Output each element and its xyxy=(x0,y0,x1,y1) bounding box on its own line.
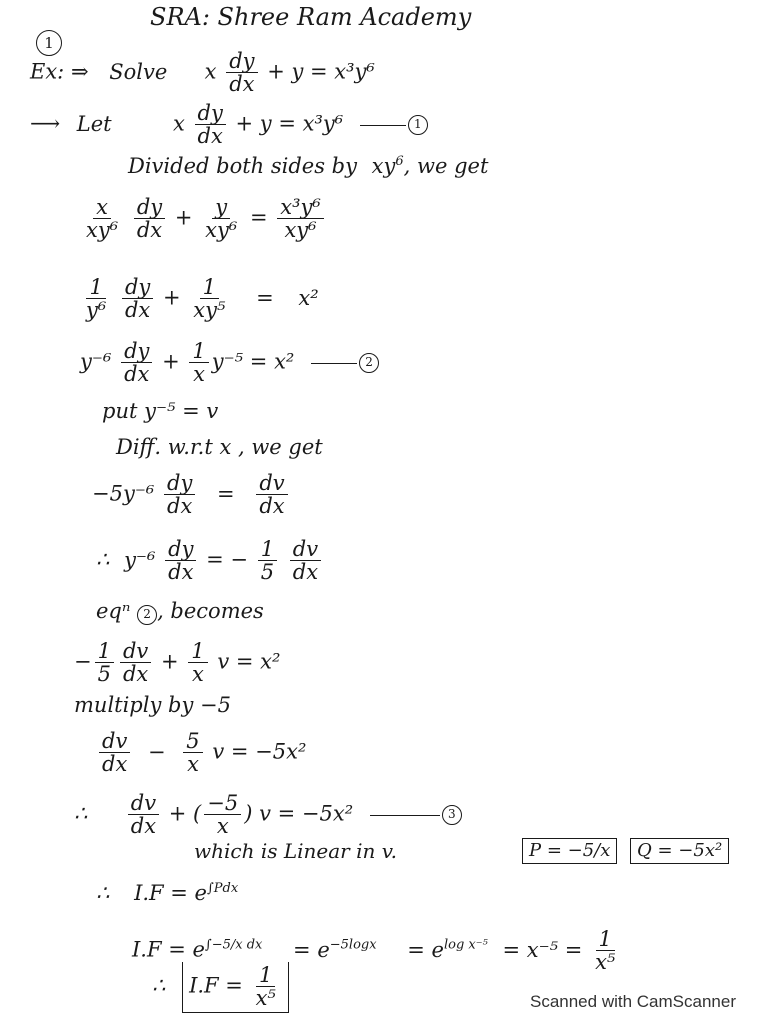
camscanner-watermark: Scanned with CamScanner xyxy=(529,992,736,1011)
page-title: SRA: Shree Ram Academy xyxy=(150,3,472,31)
divided-line: Divided both sides by $xy^6$, we get xyxy=(128,154,489,178)
let-label: Let xyxy=(76,111,112,136)
derivative-line: −5y⁻⁶ $\frac{dy}{dx}$ = $\frac{dv}{dx}$ xyxy=(92,472,291,518)
let-line: ⟶ Let x $\frac{dy}{dx}$ + y = x³y⁶ 1 xyxy=(30,102,428,148)
therefore-derivative-line: ∴ y⁻⁶ $\frac{dy}{dx}$ = − $\frac{1}{5}$ $\frac{dv}{dx}$ xyxy=(96,538,324,584)
integrating-factor-steps: $I.F = e^{\int-5/x dx} = e^{-5logx} = e^{log x^{-5}} = x^{-5}$ = $\frac{1}{\text{x⁵}}$ xyxy=(132,927,616,975)
integrating-factor-formula: ∴ $I.F = e^{\int Pdx}$ xyxy=(96,881,239,905)
solve-label: Solve xyxy=(109,59,168,84)
fraction-dy-dx: $\frac{dy}{dx}$ xyxy=(226,50,257,96)
example-label: Ex: xyxy=(30,59,65,84)
problem-statement xyxy=(30,50,375,96)
substitution-line: put y⁻⁵ = v xyxy=(102,399,219,423)
p-box: P = −5/x xyxy=(522,838,617,864)
equation-tag-2: 2 xyxy=(311,353,379,373)
eq-rhs: x³y⁶ xyxy=(334,59,375,84)
eq-plus-y: + y = xyxy=(267,59,328,84)
simplified-equation: $\frac{1}{\text{y⁶}}$ $\frac{dy}{dx}$ + $\frac{1}{\text{xy⁵}}$ = x² xyxy=(86,275,319,323)
becomes-line: eqⁿ 2 , becomes xyxy=(96,599,264,623)
equation-tag-3: 3 xyxy=(370,805,462,825)
multiplied-equation: $\frac{dv}{dx}$ − $\frac{5}{x}$ v = −5x² xyxy=(96,730,306,776)
implies-arrow-icon: ⇒ xyxy=(70,59,89,84)
integrating-factor-result: ∴ I.F = $\frac{1}{\text{x⁵}}$ xyxy=(152,962,289,1013)
right-arrow-icon: ⟶ xyxy=(30,111,61,136)
example-number-circle: 1 xyxy=(36,30,62,56)
substituted-equation: − $\frac{1}{5}$ $\frac{dv}{dx}$ + $\frac{1}{x}$ v = x² xyxy=(74,639,281,687)
equation-tag-1: 1 xyxy=(360,115,428,135)
q-box: Q = −5x² xyxy=(630,838,729,864)
linear-line: which is Linear in v. xyxy=(194,839,398,863)
equation-2: y⁻⁶ $\frac{dy}{dx}$ + $\frac{1}{x}$ y⁻⁵ = x² 2 xyxy=(80,340,379,386)
divided-equation: $\frac{x}{\text{xy⁶}}$ $\frac{dy}{dx}$ + $\frac{y}{\text{xy⁶}}$ = $\frac{\text{x³y⁶}}{\text{xy⁶}}$ xyxy=(80,196,327,242)
equation-3: ∴ $\frac{dv}{dx}$ + ( $\frac{-5}{x}$ ) v = −5x² 3 xyxy=(74,792,462,838)
eq-x: x xyxy=(204,59,217,84)
if-result-box: I.F = $\frac{1}{\text{x⁵}}$ xyxy=(182,962,289,1013)
fraction-dy-dx: $\frac{dy}{dx}$ xyxy=(195,102,226,148)
multiply-line: multiply by −5 xyxy=(74,693,231,717)
differentiate-line: Diff. w.r.t x , we get xyxy=(116,435,323,459)
